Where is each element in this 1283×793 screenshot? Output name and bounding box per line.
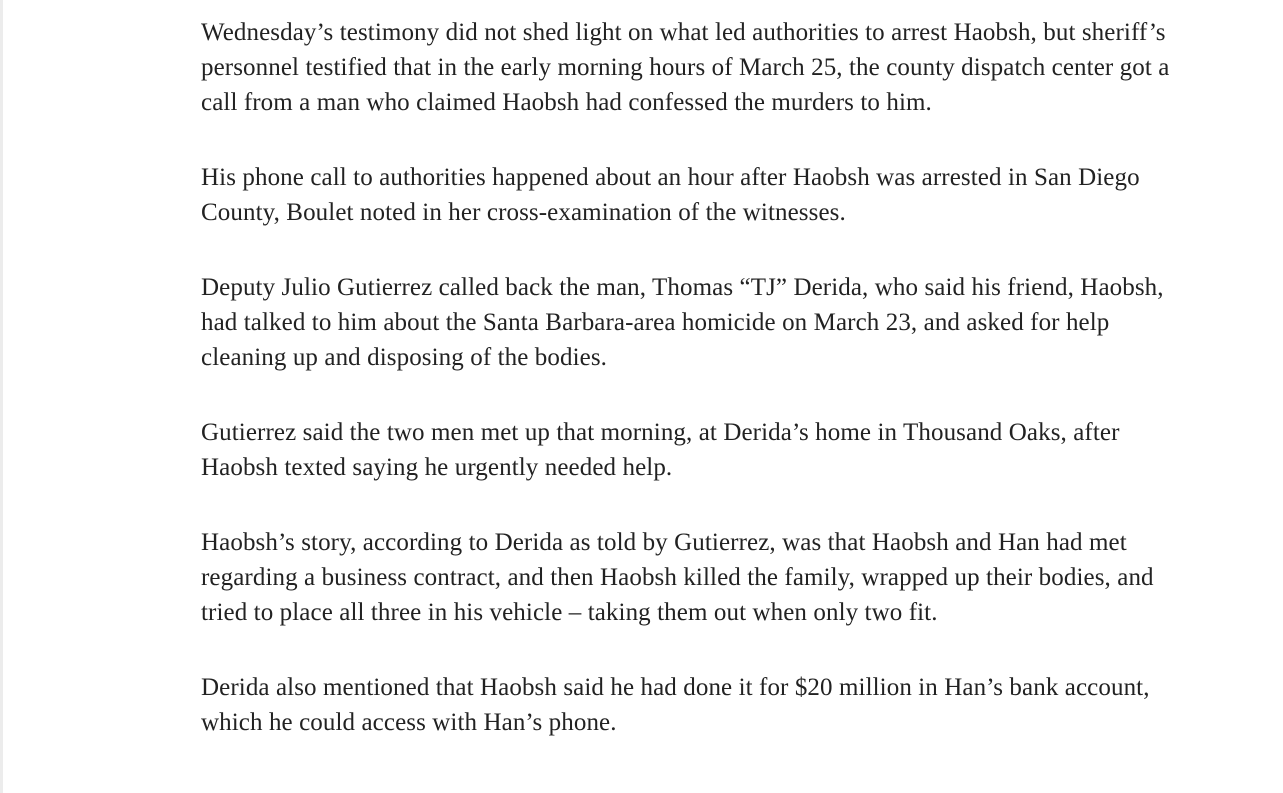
article-body bbox=[201, 15, 1176, 780]
left-border bbox=[0, 0, 3, 793]
article-paragraph-4: Gutierrez said the two men met up that morning, at Derida’s home in Thousand Oaks, after Haobsh texted saying he urgently needed help. bbox=[201, 419, 1120, 481]
article-paragraph-1: Wednesday’s testimony did not shed light on what led authorities to arrest Haobsh, but sheriff’s personnel testified that in the early morning hours of March 25, the county dispatch center got a call from a man who claimed Haobsh had confessed the murders to him. bbox=[201, 19, 1170, 116]
article-paragraph-3: Deputy Julio Gutierrez called back the man, Thomas “TJ” Derida, who said his friend, Haobsh, had talked to him about the Santa Barbara-area homicide on March 23, and asked for help cleaning up and disposing of the bodies. bbox=[201, 274, 1164, 371]
article-paragraph-6: Derida also mentioned that Haobsh said he had done it for $20 million in Han’s bank account, which he could access with Han’s phone. bbox=[201, 674, 1150, 736]
article-paragraph-2: His phone call to authorities happened about an hour after Haobsh was arrested in San Diego County, Boulet noted in her cross-examination of the witnesses. bbox=[201, 164, 1140, 226]
article-paragraph-5: Haobsh’s story, according to Derida as told by Gutierrez, was that Haobsh and Han had met regarding a business contract, and then Haobsh killed the family, wrapped up their bodies, and tried to place all three in his vehicle – taking them out when only two fit. bbox=[201, 529, 1154, 626]
